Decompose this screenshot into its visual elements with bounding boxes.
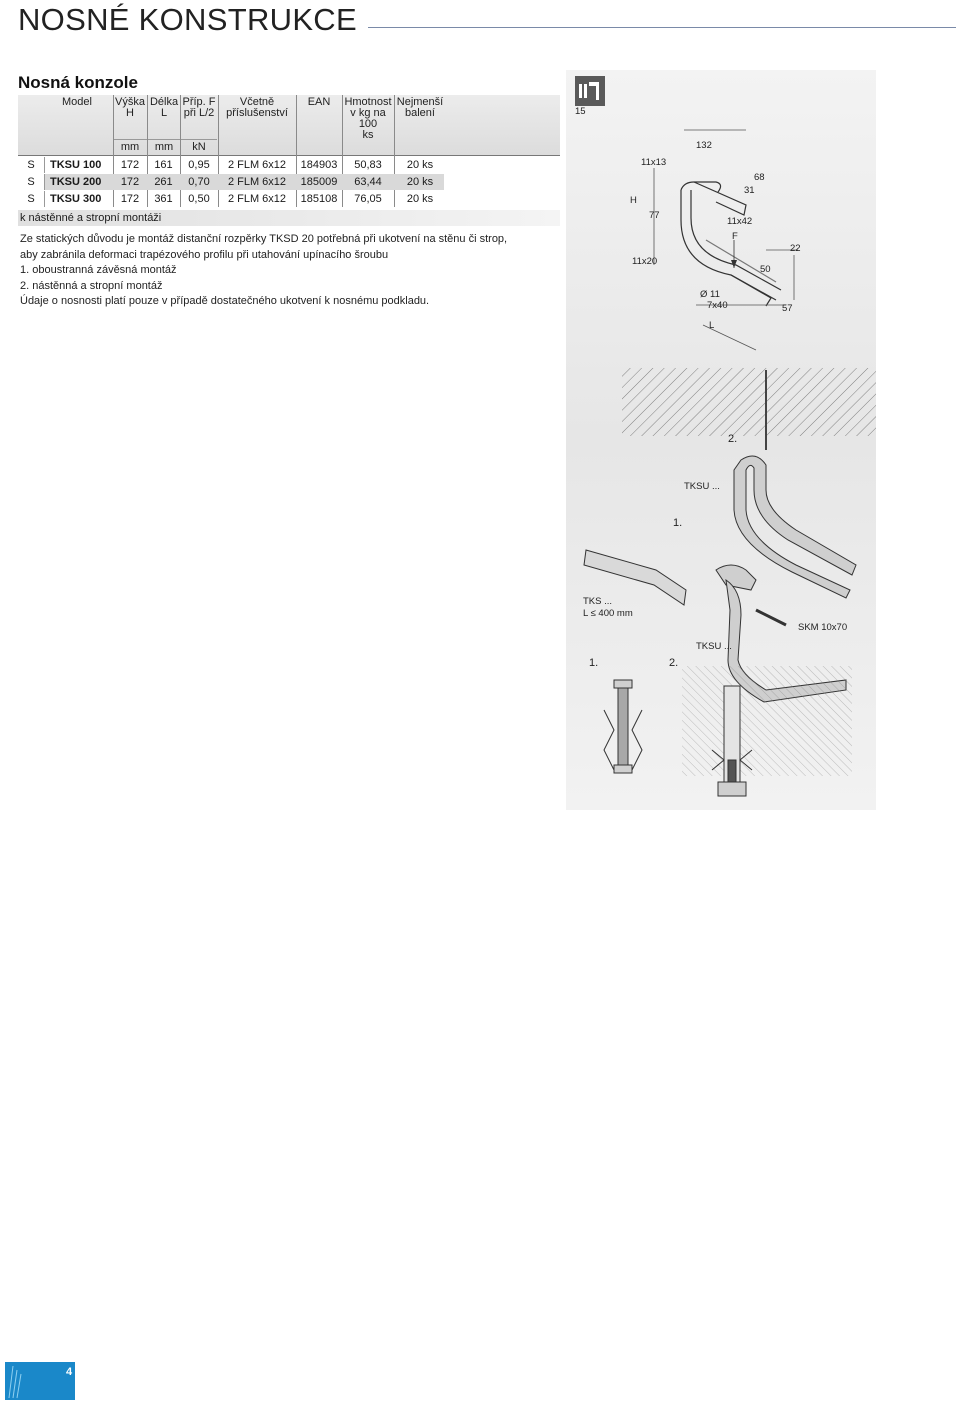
figure-code: 15: [575, 106, 586, 117]
table-row: [18, 191, 560, 207]
dim-7x40: 7x40: [707, 300, 728, 311]
header-load: Příp. F při L/2: [182, 96, 216, 119]
cell-ean: 184903: [300, 159, 338, 171]
cell-accessories: 2 FLM 6x12: [227, 159, 287, 171]
cell-model: TKSU 100: [50, 159, 102, 171]
ceiling-block: [622, 368, 876, 436]
dim-50: 50: [760, 264, 771, 275]
table-footnote: k nástěnné a stropní montáži: [18, 210, 560, 226]
dim-L: L: [709, 320, 715, 331]
description-line: Ze statických důvodu je montáž distanční rozpěrky TKSD 20 potřebná při ukotvení na stěnu či strop,: [20, 233, 508, 245]
header-ean: EAN: [307, 96, 331, 108]
page-badge: [5, 1362, 75, 1400]
header-bottom-line: [18, 155, 560, 156]
cell-length: 261: [154, 176, 173, 188]
label-mount-1: 1.: [673, 517, 683, 529]
dim-132: 132: [696, 140, 712, 151]
unit-height: mm: [120, 141, 140, 153]
unit-length: mm: [154, 141, 174, 153]
cell-accessories: 2 FLM 6x12: [227, 193, 287, 205]
cell-weight: 63,44: [354, 176, 382, 188]
cell-length: 361: [154, 193, 173, 205]
label-tksu-top: TKSU ...: [684, 481, 720, 492]
description-line: Údaje o nosnosti platí pouze v případě dostatečného ukotvení k nosnému podkladu.: [20, 295, 430, 308]
page-title: NOSNÉ KONSTRUKCE: [18, 2, 357, 37]
row-flag: S: [18, 191, 45, 207]
label-detail-1: 1.: [589, 657, 599, 669]
cell-packaging: 20 ks: [406, 159, 434, 171]
header-model: Model: [62, 96, 92, 108]
dim-31: 31: [744, 185, 755, 196]
cell-height: 172: [120, 193, 140, 205]
header-height: Výška H: [115, 96, 145, 119]
header-accessories: Včetně příslušenství: [226, 96, 288, 119]
bracket-drawing: [566, 70, 876, 810]
label-mount-2: 2.: [728, 433, 738, 445]
label-tks: TKS ...: [583, 596, 613, 607]
page-number: 4: [66, 1366, 73, 1378]
product-code-icon: [575, 76, 605, 106]
dim-11x42: 11x42: [727, 216, 753, 227]
cell-load: 0,50: [188, 193, 210, 205]
cell-ean: 185009: [300, 176, 338, 188]
cell-model: TKSU 300: [50, 193, 102, 205]
unit-divider: [113, 139, 217, 140]
description-line: aby zabránila deformaci trapézového profilu při utahování upínacího šroubu: [20, 248, 389, 261]
dim-F: F: [732, 231, 738, 242]
cell-model: TKSU 200: [50, 176, 102, 188]
table-row: [18, 174, 560, 190]
label-skm: SKM 10x70: [798, 622, 848, 633]
label-tksu-bottom: TKSU ...: [696, 641, 732, 652]
dim-11x20: 11x20: [632, 256, 658, 267]
dim-22: 22: [790, 243, 801, 254]
row-flag: S: [18, 157, 45, 173]
cell-height: 172: [120, 159, 140, 171]
row-flag: S: [18, 174, 45, 190]
cell-packaging: 20 ks: [406, 193, 434, 205]
wall-block: [682, 666, 852, 776]
table-header: [18, 95, 560, 155]
dim-68: 68: [754, 172, 765, 183]
label-detail-2: 2.: [669, 657, 679, 669]
anchor-detail-left: [604, 680, 642, 773]
cell-accessories: 2 FLM 6x12: [227, 176, 287, 188]
dim-57: 57: [782, 303, 793, 314]
header-packaging: Nejmenší balení: [396, 96, 444, 119]
header-length: Délka L: [149, 96, 179, 119]
cell-packaging: 20 ks: [406, 176, 434, 188]
section-title: Nosná konzole: [18, 73, 138, 92]
stripe-decoration-icon: [7, 1362, 27, 1400]
description-line: 1. oboustranná závěsná montáž: [20, 264, 177, 277]
bracket-technical-view: [654, 130, 798, 350]
dim-hole-diameter: Ø 11: [700, 289, 720, 300]
cell-length: 161: [154, 159, 173, 171]
description: [20, 232, 580, 310]
title-rule: [368, 27, 956, 28]
unit-load: kN: [192, 141, 206, 153]
dim-77: 77: [649, 210, 660, 221]
cell-load: 0,95: [188, 159, 210, 171]
cell-ean: 185108: [300, 193, 338, 205]
table-row: [18, 157, 560, 173]
cell-load: 0,70: [188, 176, 210, 188]
description-line: 2. nástěnná a stropní montáž: [20, 279, 163, 292]
cell-weight: 50,83: [354, 159, 382, 171]
cell-weight: 76,05: [354, 193, 382, 205]
dim-H: H: [630, 195, 637, 206]
label-tks-length: L ≤ 400 mm: [583, 608, 633, 619]
dim-11x13: 11x13: [641, 157, 667, 168]
cell-height: 172: [120, 176, 140, 188]
figure-panel: [566, 70, 876, 810]
header-weight: Hmotnost v kg na 100 ks: [344, 96, 392, 141]
